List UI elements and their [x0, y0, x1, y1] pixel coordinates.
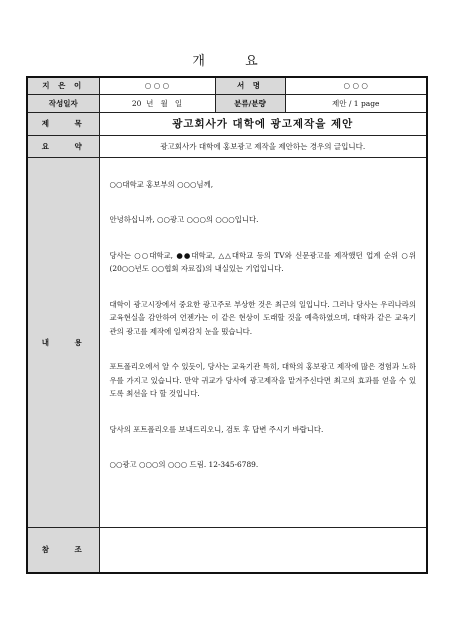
category-value: 제안 / 1 page: [285, 94, 427, 112]
author-value: ○ ○ ○: [99, 77, 215, 94]
content-body: [99, 157, 427, 527]
reference-value: [99, 527, 427, 573]
subject-value: 광고회사가 대학에 광고제작을 제안: [99, 112, 427, 135]
category-label: 분류/분량: [215, 94, 285, 112]
date-value: 20 년 월 일: [99, 94, 215, 112]
date-label: 작성일자: [27, 94, 99, 112]
content-paragraph-5: 포트폴리오에서 알 수 있듯이, 당사는 교육기관 특히, 대학의 홍보광고 제작에 많은 경험과 노하우를 가지고 있습니다. 만약 귀교가 당사에 광고제작을 맡겨주신다면 최고의 효과를 얻을 수 있도록 최선을 다 할 것입니다.: [109, 362, 416, 398]
author-row: [27, 77, 427, 94]
signature-value: ○ ○ ○: [285, 77, 427, 94]
subject-label: 제 목: [27, 112, 99, 135]
subject-row: [27, 112, 427, 135]
content-paragraph-4: 대학이 광고시장에서 중요한 광고주로 부상한 것은 최근의 일입니다. 그러나 당사는 우리나라의 교육현실을 감안하여 언젠가는 이 같은 현상이 도래할 것을 예측하였으며, 대학과 같은 교육기관의 광고를 제작에 일찌감치 눈을 떴습니다.: [109, 299, 416, 336]
page-title: 개 요: [192, 54, 276, 69]
content-paragraph-2: 안녕하십니까, ○○광고 ○○○의 ○○○입니다.: [109, 215, 259, 224]
reference-row: [27, 527, 427, 573]
content-paragraph-1: ○○대학교 홍보부의 ○○○님께,: [109, 179, 214, 189]
reference-label: 참 조: [27, 527, 99, 573]
summary-label: 요 약: [27, 135, 99, 157]
summary-row: [27, 135, 427, 157]
date-row: [27, 94, 427, 112]
overview-form-table: [26, 76, 428, 574]
content-paragraph-3: 당사는 ○○대학교, ●●대학교, △△대학교 등의 TV와 신문광고를 제작했던 업계 순위 ○위(20○○년도 ○○협회 자료집)의 내실있는 기업입니다.: [109, 250, 416, 273]
signature-label: 서 명: [215, 77, 285, 94]
content-row: [27, 157, 427, 527]
author-label: 지 은 이: [27, 77, 99, 94]
content-paragraph-6: 당사의 포트폴리오를 보내드리오니, 검토 후 답변 주시기 바랍니다.: [109, 424, 324, 434]
content-paragraph-7: ○○광고 ○○○의 ○○○ 드림. 12-345-6789.: [109, 460, 259, 469]
content-label: 내 용: [27, 157, 99, 527]
summary-value: 광고회사가 대학에 홍보광고 제작을 제안하는 경우의 글입니다.: [99, 135, 427, 157]
